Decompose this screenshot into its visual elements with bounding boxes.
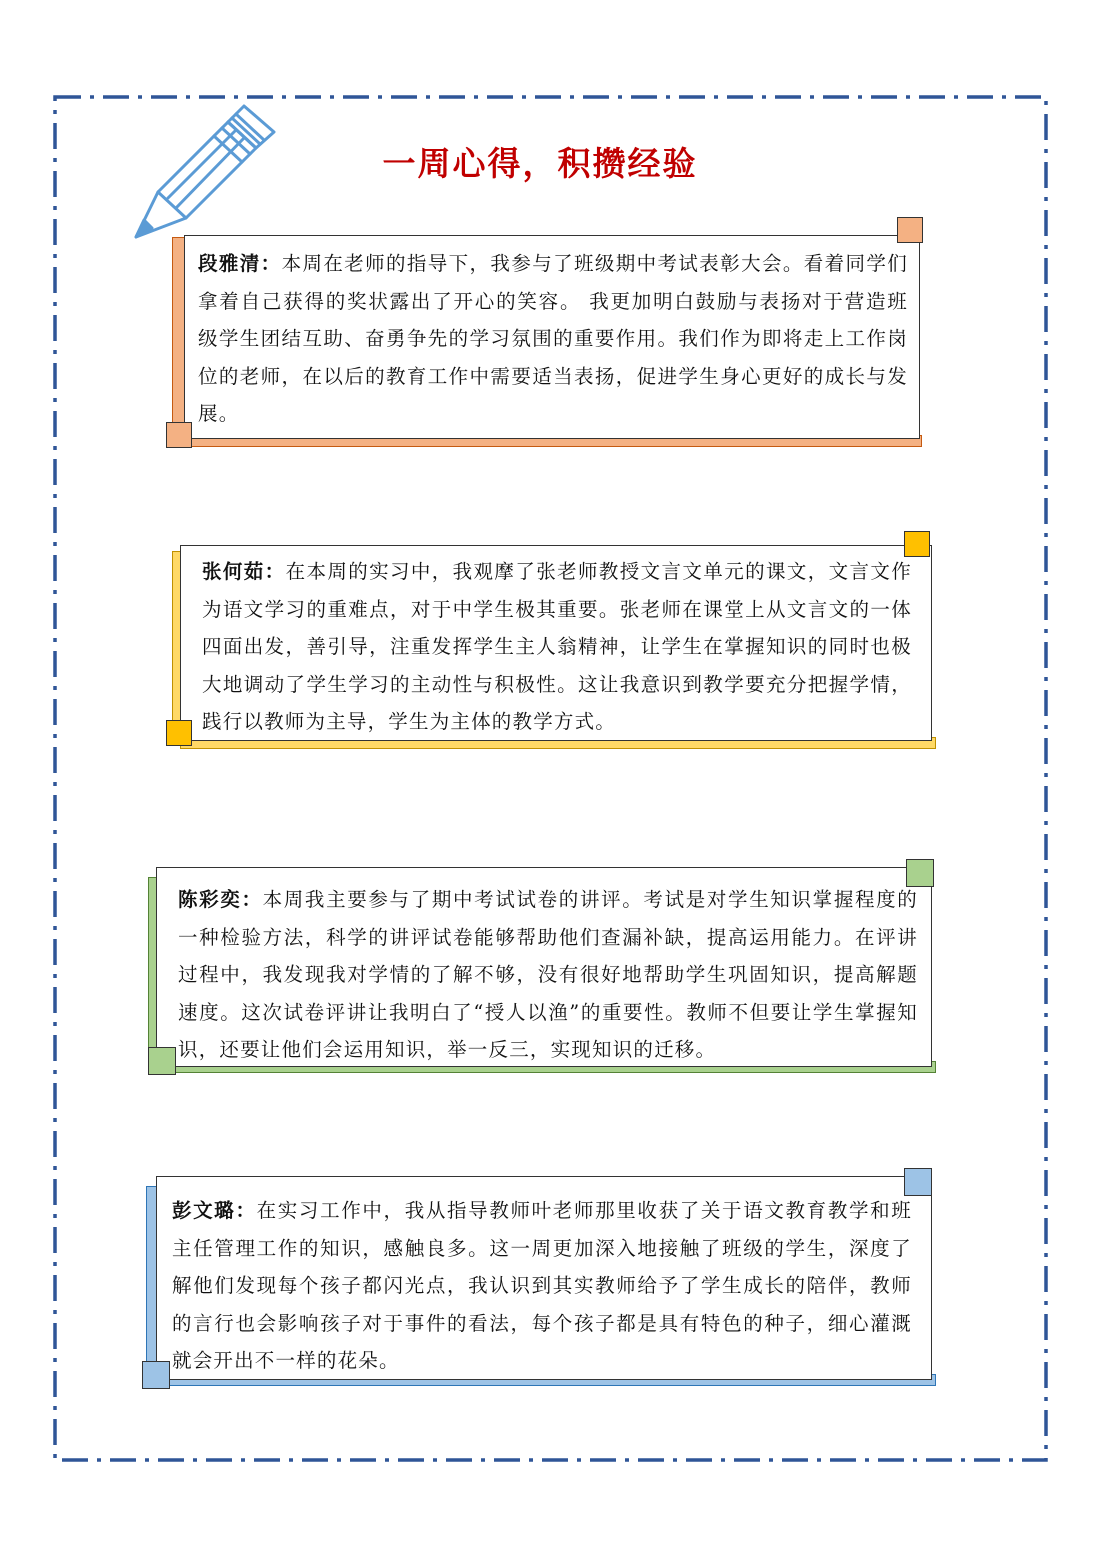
corner-square bbox=[166, 720, 192, 746]
corner-square bbox=[142, 1361, 170, 1389]
author-name: 彭文璐： bbox=[172, 1199, 257, 1222]
author-name: 陈彩奕： bbox=[178, 888, 263, 911]
corner-square bbox=[148, 1047, 176, 1075]
author-name: 张何茹： bbox=[202, 560, 286, 583]
note-text bbox=[198, 245, 908, 433]
note-card-1 bbox=[166, 217, 926, 449]
page-title: 一周心得，积攒经验 bbox=[382, 144, 698, 183]
corner-square bbox=[166, 422, 192, 448]
note-body: 在本周的实习中，我观摩了张老师教授文言文单元的课文，文言文作为语文学习的重难点，对于中学生极其重要。张老师在课堂上从文言文的一体四面出发，善引导，注重发挥学生主人翁精神，让学生在掌握知识的同时也极大地调动了学生学习的主动性与积极性。这让我意识到教学要充分把握学情，践行以教师为主导，学生为主体的教学方式。 bbox=[202, 560, 912, 733]
note-body: 本周在老师的指导下，我参与了班级期中考试表彰大会。看着同学们拿着自己获得的奖状露出了开心的笑容。 我更加明白鼓励与表扬对于营造班级学生团结互助、奋勇争先的学习氛围的重要作用。我们作为即将走上工作岗位的老师，在以后的教育工作中需要适当表扬，促进学生身心更好的成长与发展。 bbox=[198, 252, 908, 425]
note-card-2 bbox=[166, 531, 936, 751]
corner-square bbox=[897, 217, 923, 243]
note-card-4 bbox=[142, 1168, 936, 1390]
note-body: 本周我主要参与了期中考试试卷的讲评。考试是对学生知识掌握程度的一种检验方法，科学的讲评试卷能够帮助他们查漏补缺，提高运用能力。在评讲过程中，我发现我对学情的了解不够，没有很好地帮助学生巩固知识，提高解题速度。这次试卷评讲让我明白了“授人以渔”的重要性。教师不但要让学生掌握知识，还要让他们会运用知识，举一反三，实现知识的迁移。 bbox=[178, 888, 918, 1061]
note-card-3 bbox=[148, 859, 936, 1077]
note-body: 在实习工作中，我从指导教师叶老师那里收获了关于语文教育教学和班主任管理工作的知识，感触良多。这一周更加深入地接触了班级的学生，深度了解他们发现每个孩子都闪光点，我认识到其实教师给予了学生成长的陪伴，教师的言行也会影响孩子对于事件的看法，每个孩子都是具有特色的种子，细心灌溉就会开出不一样的花朵。 bbox=[172, 1199, 912, 1372]
note-text bbox=[178, 881, 918, 1069]
note-text bbox=[202, 553, 912, 741]
note-text bbox=[172, 1192, 912, 1380]
author-name: 段雅清： bbox=[198, 252, 282, 275]
